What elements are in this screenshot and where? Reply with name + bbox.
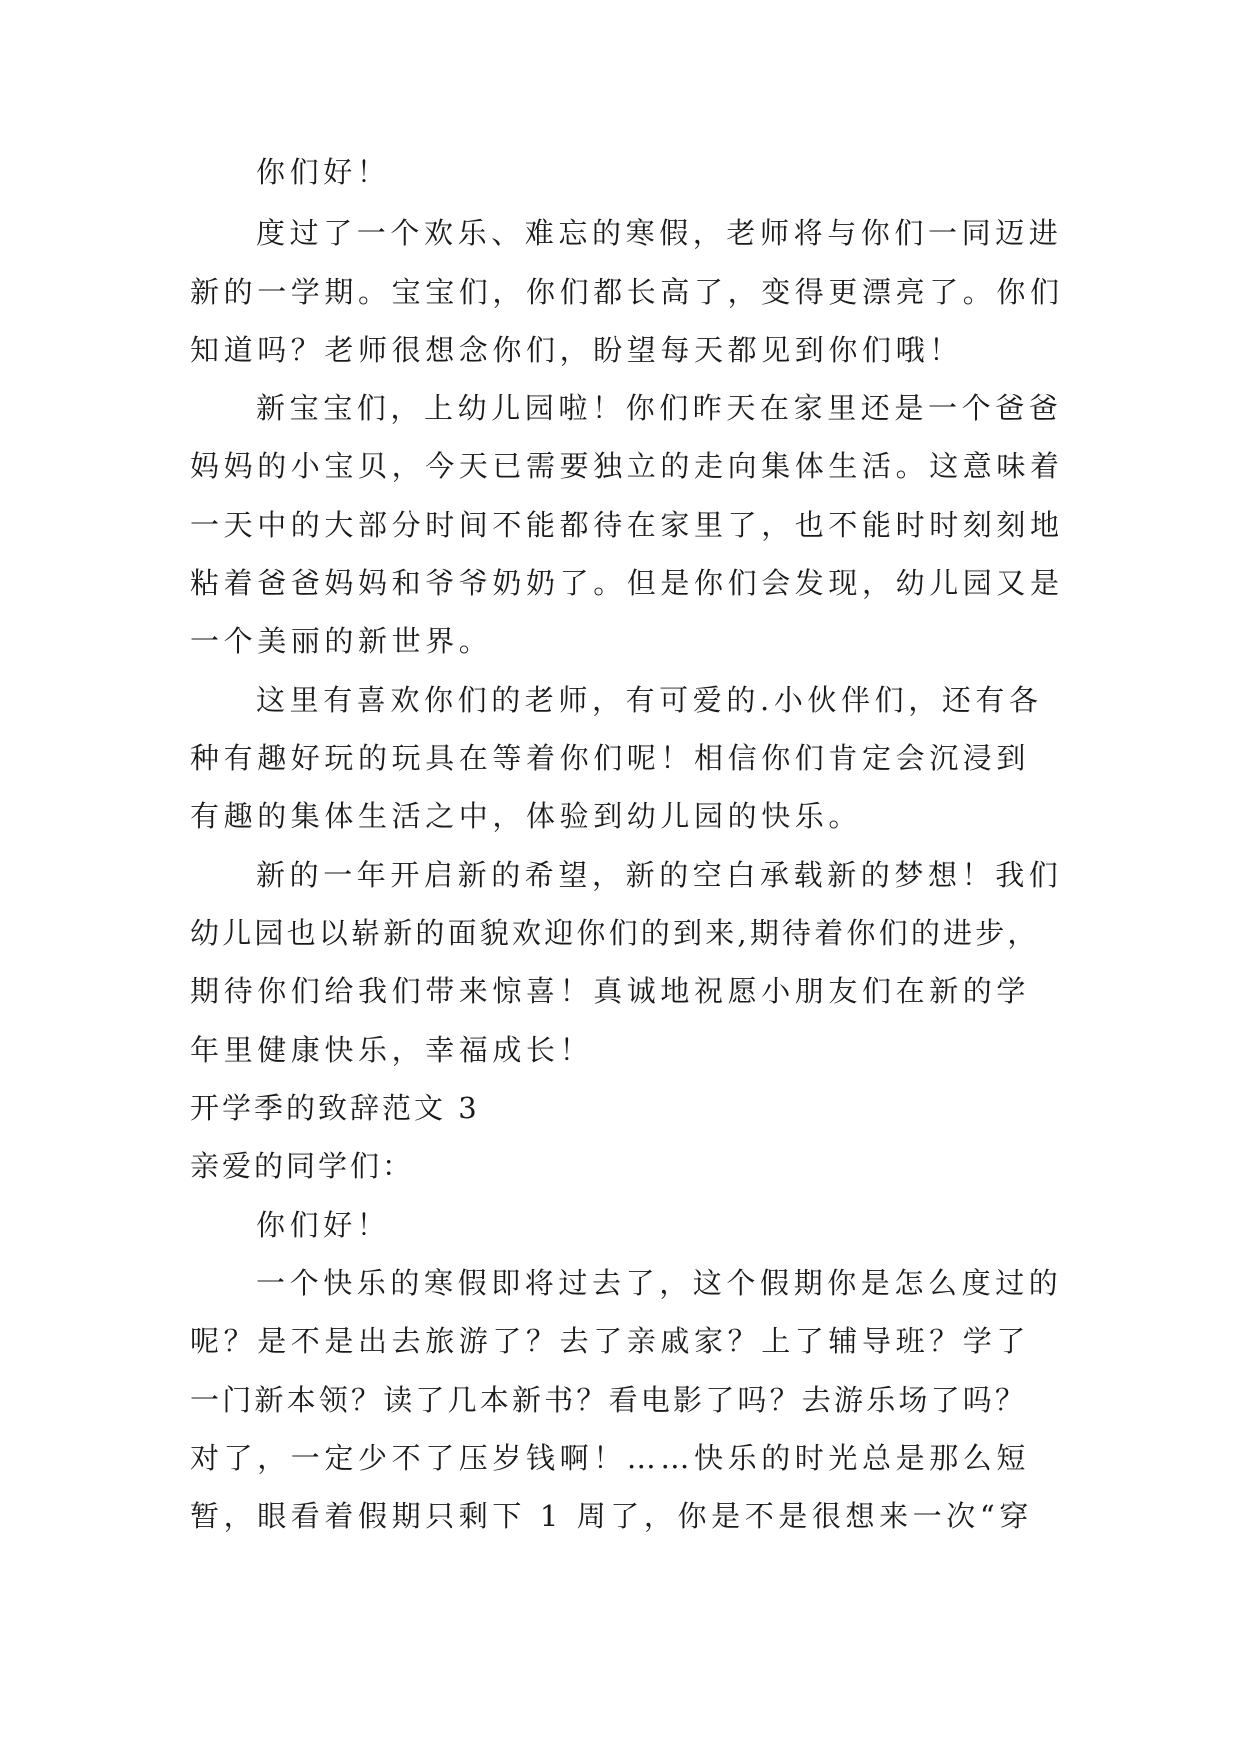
paragraph-line: 呢？是不是出去旅游了？去了亲戚家？上了辅导班？学了	[190, 1324, 1031, 1358]
paragraph-line: 这里有喜欢你们的老师，有可爱的.小伙伴们，还有各	[256, 683, 1043, 717]
section-heading: 开学季的致辞范文 3	[190, 1091, 480, 1125]
paragraph-line: 有趣的集体生活之中，体验到幼儿园的快乐。	[190, 799, 863, 833]
greeting-line: 你们好！	[256, 1208, 391, 1242]
paragraph-line: 一天中的大部分时间不能都待在家里了，也不能时时刻刻地	[190, 508, 1064, 542]
paragraph-line: 新的一年开启新的希望，新的空白承载新的梦想！我们	[256, 858, 1063, 892]
paragraph-line: 新宝宝们，上幼儿园啦！你们昨天在家里还是一个爸爸	[256, 391, 1063, 425]
paragraph-line: 妈妈的小宝贝，今天已需要独立的走向集体生活。这意味着	[190, 449, 1064, 483]
paragraph-line: 一个快乐的寒假即将过去了，这个假期你是怎么度过的	[256, 1266, 1063, 1300]
paragraph-line: 幼儿园也以崭新的面貌欢迎你们的到来,期待着你们的进步，	[190, 916, 1040, 950]
paragraph-line: 期待你们给我们带来惊喜！真诚地祝愿小朋友们在新的学	[190, 974, 1031, 1008]
paragraph-line: 种有趣好玩的玩具在等着你们呢！相信你们肯定会沉浸到	[190, 741, 1031, 775]
paragraph-line: 一个美丽的新世界。	[190, 624, 493, 658]
paragraph-line: 暂，眼看着假期只剩下 1 周了，你是不是很想来一次“穿	[190, 1499, 1033, 1533]
paragraph-line: 度过了一个欢乐、难忘的寒假，老师将与你们一同迈进	[256, 216, 1063, 250]
salutation-line: 亲爱的同学们：	[190, 1149, 415, 1183]
paragraph-line: 粘着爸爸妈妈和爷爷奶奶了。但是你们会发现，幼儿园又是	[190, 566, 1064, 600]
paragraph-line: 对了，一定少不了压岁钱啊！……快乐的时光总是那么短	[190, 1441, 1031, 1475]
paragraph-line: 知道吗？老师很想念你们，盼望每天都见到你们哦！	[190, 333, 963, 367]
paragraph-line: 一门新本领？读了几本新书？看电影了吗？去游乐场了吗？	[190, 1383, 1028, 1417]
paragraph-line: 年里健康快乐，幸福成长！	[190, 1033, 594, 1067]
paragraph-line: 新的一学期。宝宝们，你们都长高了，变得更漂亮了。你们	[190, 275, 1064, 309]
greeting-line: 你们好！	[256, 155, 391, 189]
